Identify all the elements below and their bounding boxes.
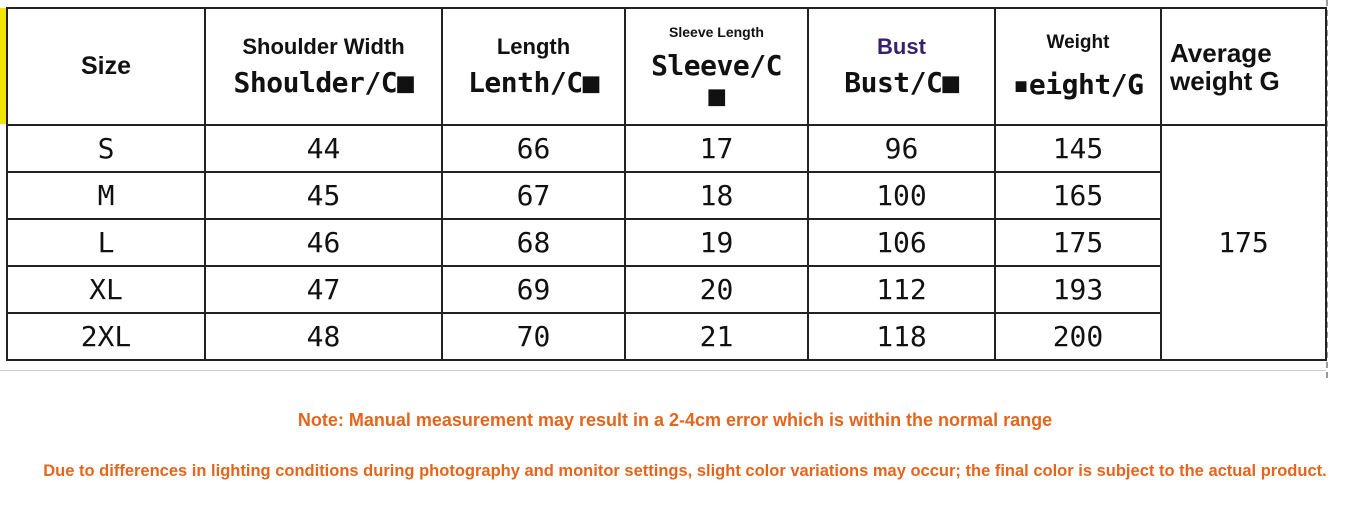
table-row	[7, 313, 1326, 360]
bust-cell: 118	[808, 313, 995, 360]
header-sleeve	[625, 8, 808, 125]
header-average-weight	[1161, 8, 1326, 125]
weight-header-en: ▪eight/G	[1012, 68, 1144, 101]
shoulder-cell: 47	[205, 266, 442, 313]
color-disclaimer-note: Due to differences in lighting conditions during photography and monitor settings, slight color variations may occur; the final color is subject to the actual product.	[43, 462, 1327, 480]
size-cell: 2XL	[7, 313, 205, 360]
size-cell: L	[7, 219, 205, 266]
header-size	[7, 8, 205, 125]
header-length	[442, 8, 625, 125]
size-cell: M	[7, 172, 205, 219]
weight-header-label: Weight	[1046, 32, 1110, 53]
shoulder-cell: 44	[205, 125, 442, 172]
length-header-en: Lenth/C■	[468, 66, 599, 99]
sleeve-header-label: Sleeve Length	[669, 23, 764, 40]
length-cell: 67	[442, 172, 625, 219]
shoulder-header-en: Shoulder/C■	[233, 66, 414, 99]
table-bottom-rule	[0, 370, 1326, 371]
bust-cell: 106	[808, 219, 995, 266]
length-cell: 70	[442, 313, 625, 360]
length-header-label: Length	[496, 34, 571, 59]
sleeve-cell: 21	[625, 313, 808, 360]
header-shoulder	[205, 8, 442, 125]
header-weight	[995, 8, 1161, 125]
bust-cell: 100	[808, 172, 995, 219]
weight-cell: 193	[995, 266, 1161, 313]
size-header-label: Size	[80, 52, 132, 80]
table-row	[7, 125, 1326, 172]
weight-cell: 165	[995, 172, 1161, 219]
sleeve-header-en-2: ■	[708, 78, 725, 112]
sleeve-cell: 19	[625, 219, 808, 266]
size-cell: S	[7, 125, 205, 172]
bust-header-label: Bust	[877, 34, 926, 59]
shoulder-header-label: Shoulder Width	[242, 34, 405, 59]
weight-cell: 175	[995, 219, 1161, 266]
table-row	[7, 219, 1326, 266]
bust-cell: 112	[808, 266, 995, 313]
sleeve-cell: 17	[625, 125, 808, 172]
average-weight-label-1: Average	[1170, 37, 1272, 68]
shoulder-cell: 45	[205, 172, 442, 219]
header-bust	[808, 8, 995, 125]
size-cell: XL	[7, 266, 205, 313]
length-cell: 68	[442, 219, 625, 266]
shoulder-cell: 46	[205, 219, 442, 266]
bust-header-en: Bust/C■	[844, 66, 959, 99]
length-cell: 66	[442, 125, 625, 172]
bust-cell: 96	[808, 125, 995, 172]
weight-cell: 200	[995, 313, 1161, 360]
sleeve-header-en: Sleeve/C	[651, 48, 782, 82]
sleeve-cell: 20	[625, 266, 808, 313]
weight-cell: 145	[995, 125, 1161, 172]
table-row	[7, 266, 1326, 313]
average-weight-label-2: weight G	[1170, 65, 1280, 96]
average-weight-cell: 175	[1161, 125, 1326, 360]
table-row	[7, 172, 1326, 219]
sleeve-cell: 18	[625, 172, 808, 219]
shoulder-cell: 48	[205, 313, 442, 360]
measurement-note: Note: Manual measurement may result in a 2-4cm error which is within the normal range	[297, 410, 1053, 430]
length-cell: 69	[442, 266, 625, 313]
table-header-row	[7, 8, 1326, 125]
size-chart-table	[6, 7, 1327, 361]
